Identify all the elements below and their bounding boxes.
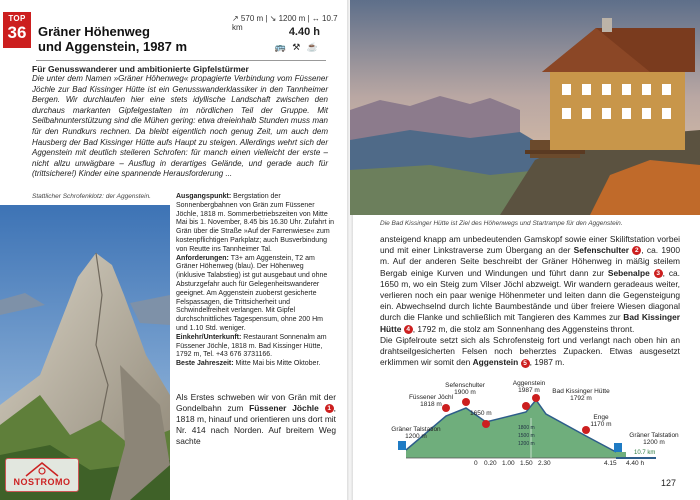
tick-2: 1.00 [502,460,515,467]
elevation-profile [386,378,686,470]
profile-distance: 10.7 km [634,450,656,456]
photo-caption-left: Stattlicher Schrofenklotz: der Aggenstein. [32,193,151,200]
tick-3: 1.50 [520,460,533,467]
tick-4: 2.30 [538,460,551,467]
tour-title [38,24,288,54]
title-line-1: Gräner Höhenweg [38,24,150,39]
info-start: Ausgangspunkt: Bergstation der Sonnenbergbahnen von Grän zum Füssener Jöchle, 1818 m. Sommerbetriebszeiten von Mitte Mai bis 1. November, 8.45 bis 16.30 Uhr. Zufahrt in Grän über die Straße »Auf der Farrenwiese« zum kostenpflichtigen Parkplatz; auch Busverbindung von Reutte ins Tannheimer Tal. [176,193,334,253]
facility-icons: 🚌 ⚒ ☕ [274,42,320,52]
label-fuessener-joechl: Füssener Jöchl 1818 m [408,394,454,408]
waypoint-marker-5: 5 [521,359,530,368]
aggenstein-photo [0,205,170,500]
tour-stats: ↗ 570 m | ↘ 1200 m | ↔ 10.7 km [232,14,338,32]
tour-number-tab [3,12,31,48]
intro-text: Die unter dem Namen »Gräner Höhenweg« propagierte Verbindung vom Füssener Jöchle zur Bad Kissinger Hütte ist ein Genusswanderklassiker in den Tannheimer Bergen. Wir durchlaufen hier eine stets idyllische Landschaft zwischen den durchaus markanten Gipfelgestalten im nördlichen Teil der Gruppe. Mit Seilbahnunterstützung sind die Mühen gering: etwa dreieinhalb Stunden muss man für den Rundkurs rechnen. Da bleibt eigentlich noch genug Zeit, um auch dem Hausberg der Bad Kissinger Hütte aufs Haupt zu steigen. Allerdings wehrt sich der Aggenstein mit deutlich steileren Schrofen: für manch einen vielleicht der erste – nicht allzu unwägbare – Ausflug in derartiges Gelände, und gerade auch für (trittsichere!) Kinder eine spannende Herausforderung ... [32,74,328,179]
hut-photo [350,0,700,215]
waypoint-marker-1: 1 [325,404,334,413]
label-enge: Enge 1170 m [590,414,612,428]
tick-0: 0 [474,460,478,467]
title-divider [36,60,326,61]
publisher-logo [5,458,79,492]
label-aggenstein: Aggenstein 1987 m [512,380,546,394]
right-page [350,0,700,500]
tour-duration: 4.40 h [288,26,320,38]
label-graen-start: Gräner Talstation 1200 m [391,426,441,440]
label-sebenalpe: 1650 m [470,410,492,417]
tick-6: 4.40 h [626,460,645,467]
info-season: Beste Jahreszeit: Mitte Mai bis Mitte Oktober. [176,360,321,368]
photo-caption-right: Die Bad Kissinger Hütte ist Ziel des Höhenwegs und Startrampe für den Aggenstein. [380,220,623,227]
tab-label: TOP [8,14,26,23]
route-text-right: ansteigend knapp am unbedeutenden Gamskopf sowie einer Skiliftstation vorbei und mit einer Linkstraverse zum Übergang an der Sefenschulter 2 , ca. 1900 m. Auf der anderen Seite beschreibt der Gräner Höhenweg in mäßig steilem Bergab einige Kurven und Windungen und führt dann zur Sebenalpe 3 , ca. 1650 m, wo ein Steig zum Vilser Jöchl abzweigt. Wir wandern geradeaus weiter, verlieren noch ein paar wenige Höhenmeter und leiten dann die Gegensteigung ein. Abwechselnd durch lichte Baumbestände und über freiere Wiesen diagonal durch die Flanke und schließlich mit Tangieren des Kammes zur Bad Kissinger Hütte 4 , 1792 m, die stolz am Sonnenhang des Aggensteins thront. Die Gipfelroute setzt sich als Schrofensteig fort und verlangt nach oben hin an drahtseilgesicherten Felsen noch beherztes Zupacken. Etwas ausgesetzt erklimmen wir somit den Aggenstein 5 , 1987 m. [380,234,681,368]
waypoint-marker-4: 4 [404,325,413,334]
info-box [176,193,334,369]
subtitle: Für Genusswanderer und ambitionierte Gipfelstürmer [32,64,249,74]
label-bad-kissinger-huette: Bad Kissinger Hütte 1792 m [552,388,610,402]
logo-text: NOSTROMO [13,477,71,487]
page-number: 127 [660,478,676,488]
title-line-2: und Aggenstein, 1987 m [38,39,188,54]
label-graen-end: Gräner Talstation 1200 m [629,432,679,446]
waypoint-marker-2: 2 [632,246,641,255]
waypoint-marker-3: 3 [654,269,663,278]
info-accommodation: Einkehr/Unterkunft: Restaurant Sonnenalm am Füssener Jöchle, 1818 m. Bad Kissinger Hütte, 1792 m, Tel. +43 676 3731166. [176,333,327,359]
label-sefenschulter: Sefenschulter 1900 m [445,382,485,396]
info-requirements: Anforderungen: T3+ am Aggenstein, T2 am Gräner Höhenweg (blau). Der Höhenweg (inklusive Talabstieg) ist gut ausgebaut und ohne Absturzgefahr auch für Gelegenheitswanderer geeignet. Am Aggenstein zuoberst gesicherte Felspassagen, die Trittsicherheit und Schwindelfreiheit verlangen. Mit Gipfel durchschnittliches Tagespensum, ohne 200 Hm und 1.10 Std. weniger. [176,254,328,332]
tick-5: 4.15 [604,460,617,467]
tick-1: 0.20 [484,460,497,467]
route-text-left: Als Erstes schweben wir von Grän mit der Gondelbahn zum Füssener Jöchle 1 , 1818 m, hinauf und orientieren uns dort mit Nr. 414 nach Norden. Auf breitem Weg sachte [176,392,336,446]
tour-number: 36 [7,23,27,42]
profile-scale: 1800 m 1500 m 1200 m [518,425,535,447]
